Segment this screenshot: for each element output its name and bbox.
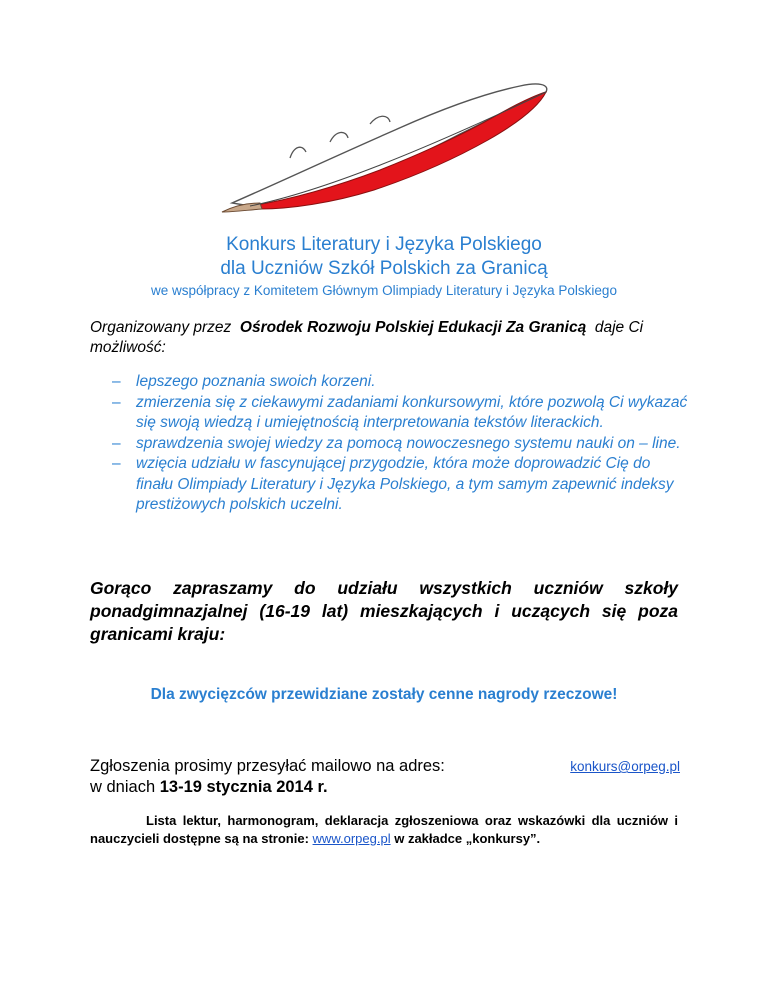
dash-bullet: –	[112, 393, 121, 411]
prize-announcement: Dla zwycięzców przewidziane zostały cenne nagrody rzeczowe!	[150, 686, 618, 703]
list-item-text: sprawdzenia swojej wiedzy za pomocą nowoczesnego systemu nauki on – line.	[136, 434, 681, 452]
info-text: Lista lektur, harmonogram, deklaracja zgłoszeniowa oraz wskazówki dla uczniów i nauczycieli dostępne są na stronie	[90, 813, 678, 846]
list-item	[90, 372, 690, 393]
dash-bullet: –	[112, 373, 121, 390]
info-paragraph	[90, 812, 678, 848]
organizer-paragraph	[90, 318, 680, 358]
info-colon: :	[304, 831, 309, 846]
list-item	[90, 393, 690, 434]
invitation-paragraph	[90, 577, 678, 646]
invitation-line1: Gorąco zapraszamy do udziału wszystkich uczniów szkoły	[90, 578, 678, 598]
invitation-line3: granicami kraju:	[90, 624, 226, 644]
email-link[interactable]: konkurs@orpeg.pl	[570, 759, 680, 774]
organizer-suffix: daje Ci możliwość:	[90, 319, 644, 356]
dash-bullet: –	[112, 455, 121, 472]
list-item-text: zmierzenia się z ciekawymi zadaniami konkursowymi, które pozwolą Ci wykazać się swoją wiedzą i umiejętnością interpretowania tekstów literackich.	[136, 393, 688, 431]
benefits-list	[90, 372, 690, 516]
application-paragraph	[90, 756, 680, 798]
page-subtitle: we współpracy z Komitetem Głównym Olimpiady Literatury i Języka Polskiego	[151, 283, 617, 298]
list-item-text: wzięcia udziału w fascynującej przygodzie, która może doprowadzić Cię do finału Olimpiady Literatury i Języka Polskiego, a tym samym zapewnić indeksy prestiżowych polskich uczelni.	[136, 455, 674, 513]
website-link[interactable]: www.orpeg.pl	[312, 831, 391, 846]
application-dates: 13-19 stycznia 2014 r.	[159, 778, 328, 796]
list-item-text: lepszego poznania swoich korzeni.	[136, 373, 376, 390]
invitation-line2: ponadgimnazjalnej (16-19 lat) mieszkających i uczących się poza	[90, 601, 678, 621]
page-title: Konkurs Literatury i Języka Polskiego	[226, 234, 542, 255]
page-title-line2: dla Uczniów Szkół Polskich za Granicą	[220, 258, 548, 279]
feather-icon	[220, 72, 560, 222]
organizer-prefix: Organizowany przez	[90, 319, 232, 336]
application-text: Zgłoszenia prosimy przesyłać mailowo na adres:	[90, 757, 445, 775]
list-item	[90, 454, 690, 516]
organizer-name: Ośrodek Rozwoju Polskiej Edukacji Za Granicą	[239, 319, 587, 336]
dates-prefix: w dniach	[90, 778, 156, 796]
dash-bullet: –	[112, 434, 121, 452]
info-text-tab: w zakładce „konkursy”.	[394, 831, 541, 846]
list-item	[90, 434, 690, 455]
